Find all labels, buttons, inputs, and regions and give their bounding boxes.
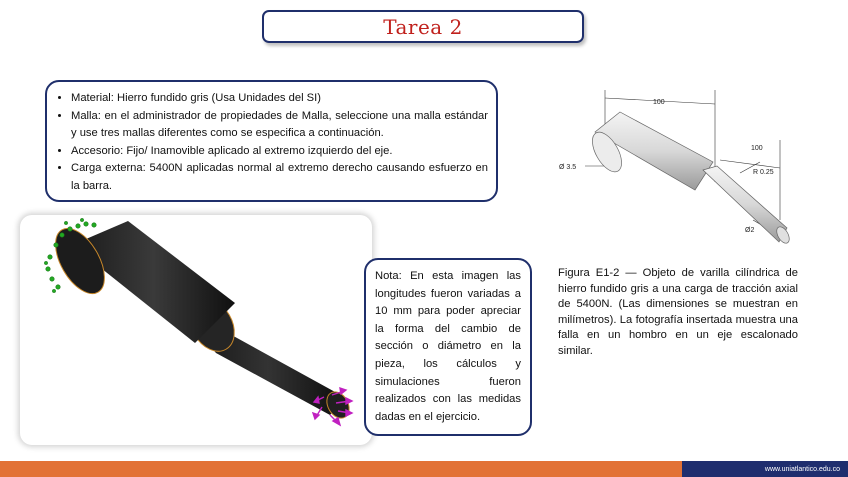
dim-right-label: 100 [751, 145, 763, 152]
technical-drawing-svg [555, 70, 815, 255]
footer-orange-bar [0, 461, 682, 477]
requirements-list [55, 90, 488, 195]
cad-model-image [20, 215, 372, 445]
figure-caption: Figura E1-2 — Objeto de varilla cilíndrica de hierro fundido gris a una carga de tracción axial de 5400N. (Las dimensiones se muestran en milímetros). La fotografía insertada muestra una falla en un hombro en un eje escalonado similar. [558, 267, 798, 357]
stepped-shaft-render [20, 215, 372, 445]
footer-blue-bar [682, 461, 848, 477]
dia-small-label: Ø2 [745, 227, 755, 234]
requirement-load: • Carga externa: 5400N aplicadas normal al extremo derecho causando esfuerzo en la barra. [71, 160, 488, 195]
requirement-material: • Material: Hierro fundido gris (Usa Unidades del SI) [71, 90, 488, 108]
radius-label: R 0.25 [753, 169, 774, 176]
title-box [262, 10, 584, 43]
requirement-mesh: • Malla: en el administrador de propiedades de Malla, seleccione una malla estándar y use tres mallas diferentes como se especifica a continuación. [71, 108, 488, 143]
note-box: Nota: En esta imagen las longitudes fueron variadas a 10 mm para poder apreciar la forma del cambio de sección o diámetro en la pieza, los cálculos y simulaciones fueron realizados con las medidas dadas en el ejercicio. [364, 258, 532, 436]
technical-drawing [555, 70, 815, 255]
dim-top-label: 100 [653, 99, 665, 106]
page-title: Tarea 2 [383, 14, 463, 39]
dia-large-label: Ø 3.5 [559, 164, 577, 171]
requirement-fixture: • Accesorio: Fijo/ Inamovible aplicado al extremo izquierdo del eje. [71, 143, 488, 161]
requirements-box [45, 80, 498, 202]
footer-url[interactable]: www.uniatlantico.edu.co [764, 465, 840, 473]
